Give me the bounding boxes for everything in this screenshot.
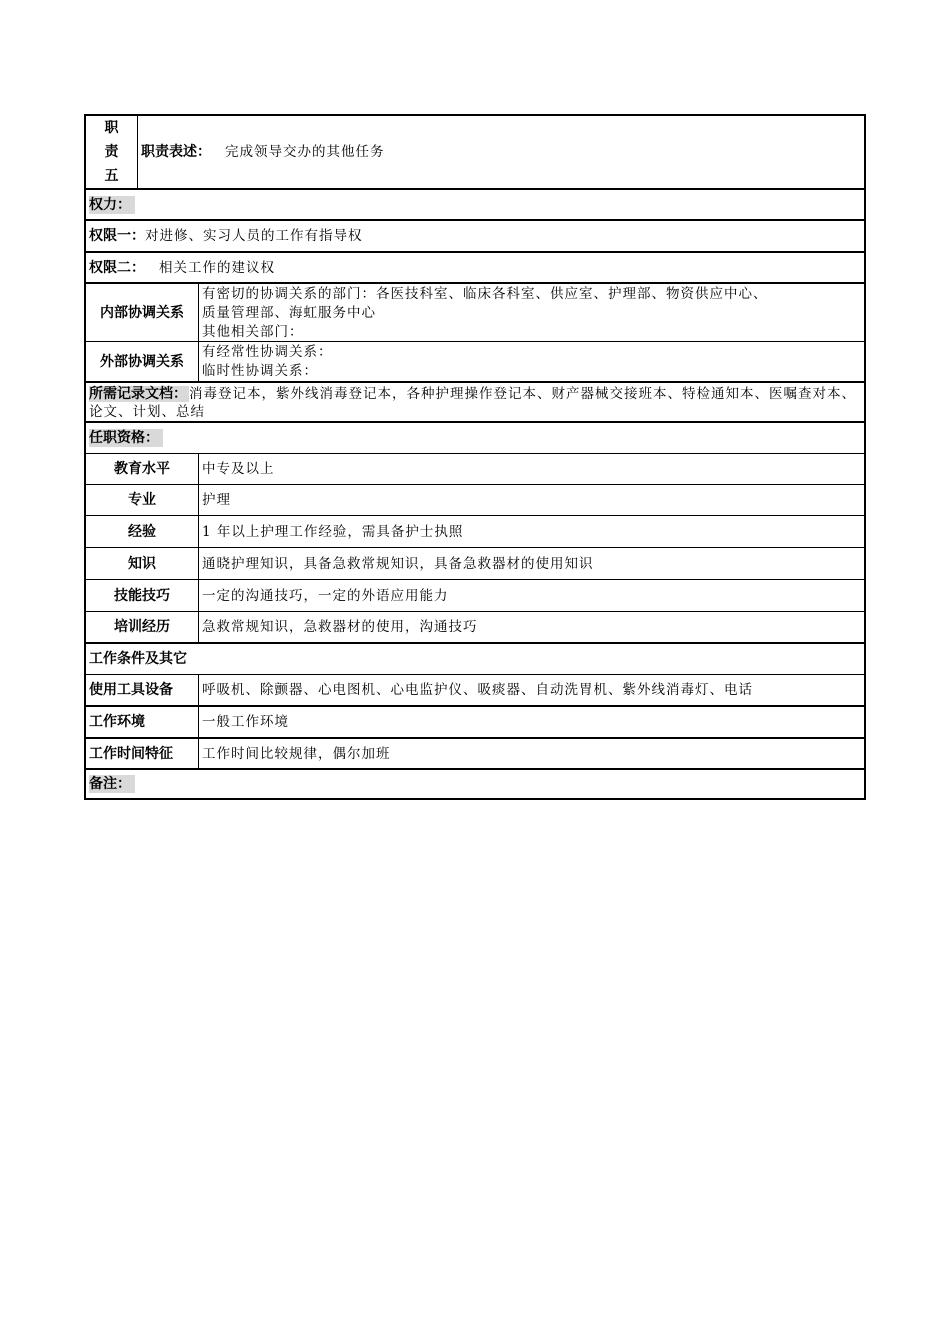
- records-row: [86, 381, 864, 421]
- condition-value: 呼吸机、除颤器、心电图机、心电监护仪、吸痰器、自动洗胃机、紫外线消毒灯、电话: [198, 675, 864, 705]
- conditions-header: 工作条件及其它: [89, 651, 187, 667]
- remarks-label: 备注：: [89, 775, 135, 793]
- qualification-value: 中专及以上: [198, 454, 864, 484]
- internal-line-3: 其他相关部门：: [202, 324, 304, 340]
- qualification-row: [86, 611, 864, 642]
- qualification-label: 专业: [128, 492, 156, 508]
- condition-row: [86, 674, 864, 705]
- qualifications-header: 任职资格：: [89, 429, 163, 447]
- side-char-3: 五: [104, 168, 119, 184]
- qualification-row: [86, 547, 864, 579]
- condition-label: 工作时间特征: [89, 745, 173, 762]
- limit-1-text: 对进修、实习人员的工作有指导权: [145, 228, 363, 244]
- limit-1-label: 权限一：: [89, 228, 145, 244]
- job-description-table: [84, 114, 866, 800]
- qualification-label: 知识: [128, 555, 156, 572]
- condition-label: 使用工具设备: [89, 682, 173, 698]
- internal-coordination-row: [86, 282, 864, 341]
- side-char-2: 责: [104, 144, 119, 160]
- duty-five-text: 完成领导交办的其他任务: [225, 144, 385, 160]
- duty-five-side-label: [86, 116, 137, 188]
- duty-five-row: [86, 116, 864, 188]
- authority-limit-1-row: [86, 219, 864, 251]
- qualification-label: 培训经历: [114, 619, 170, 635]
- records-label: 所需记录文档：: [89, 386, 187, 402]
- external-coordination-label: 外部协调关系: [100, 353, 184, 370]
- condition-label: 工作环境: [89, 714, 145, 730]
- qualification-value: 通晓护理知识，具备急救常规知识，具备急救器材的使用知识: [198, 548, 864, 579]
- qualification-row: [86, 579, 864, 611]
- authority-header: 权力：: [89, 196, 135, 214]
- limit-2-text: 相关工作的建议权: [159, 259, 275, 276]
- internal-line-2: 质量管理部、海虹服务中心: [202, 305, 376, 321]
- qualification-value: 一定的沟通技巧，一定的外语应用能力: [198, 580, 864, 611]
- records-text: 消毒登记本，紫外线消毒登记本，各种护理操作登记本、财产器械交接班本、特检通知本、医嘱查对本、论文、计划、总结: [89, 386, 856, 420]
- qualification-label: 经验: [128, 523, 156, 540]
- internal-coordination-label: 内部协调关系: [100, 304, 184, 321]
- qualifications-header-row: [86, 421, 864, 453]
- external-coordination-row: [86, 341, 864, 381]
- remarks-row: [86, 768, 864, 798]
- qualification-value: 护理: [198, 485, 864, 515]
- condition-value: 一般工作环境: [198, 707, 864, 737]
- qualification-label: 技能技巧: [114, 587, 170, 604]
- limit-2-label: 权限二：: [89, 259, 145, 276]
- qualification-value: 急救常规知识，急救器材的使用，沟通技巧: [198, 612, 864, 642]
- records-content: [86, 383, 864, 421]
- authority-header-row: [86, 188, 864, 219]
- condition-value: 工作时间比较规律，偶尔加班: [198, 739, 864, 768]
- qualification-row: [86, 453, 864, 484]
- internal-coordination-content: [198, 284, 864, 341]
- side-char-1: 职: [104, 120, 119, 136]
- condition-row: [86, 705, 864, 737]
- external-coordination-content: [198, 342, 864, 381]
- authority-limit-2-row: [86, 251, 864, 282]
- qualification-row: [86, 515, 864, 547]
- condition-row: [86, 737, 864, 768]
- external-line-1: 有经常性协调关系：: [202, 344, 333, 360]
- internal-line-1: 有密切的协调关系的部门：各医技科室、临床各科室、供应室、护理部、物资供应中心、: [202, 286, 768, 302]
- external-line-2: 临时性协调关系：: [202, 363, 318, 379]
- qualification-row: [86, 484, 864, 515]
- duty-five-label: 职责表述：: [141, 144, 211, 160]
- conditions-header-row: [86, 642, 864, 674]
- duty-five-content: [137, 116, 864, 188]
- qualification-label: 教育水平: [114, 461, 170, 477]
- qualification-value: 1 年以上护理工作经验，需具备护士执照: [198, 516, 864, 547]
